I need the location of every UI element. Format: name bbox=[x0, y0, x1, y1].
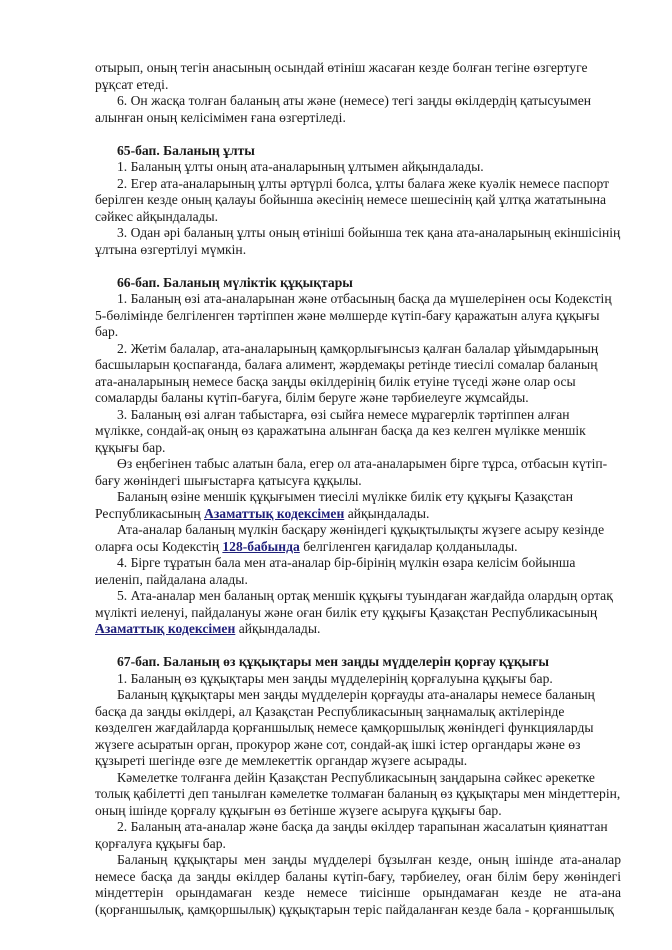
article-67-paragraph: 1. Баланың өз құқықтары мен заңды мүдделерінің қорғалуына құқығы бар. bbox=[117, 670, 553, 686]
article-66-paragraph: Өз еңбегінен табыс алатын бала, егер ол ата-аналарымен бірге тұрса, отбасын күтіп-бағу жөніндегі шығыстарға қатысуға құқылы. bbox=[95, 456, 608, 488]
paragraph-text: айқындалады. bbox=[235, 621, 321, 636]
article-66-paragraph bbox=[95, 522, 621, 555]
article-65-paragraph: 2. Егер ата-аналарының ұлты әртүрлі болса, ұлты балаға жеке куәлік немесе паспорт берілген кезде оның қалауы бойынша әкесінің немесе шешесінің қай ұлтқа жататынына сәйкес айқындалады. bbox=[95, 175, 610, 224]
article-66-paragraph: 4. Бірге тұратын бала мен ата-аналар бір-бірінің мүлкін өзара келісім бойынша иеленіп, пайдалана алады. bbox=[95, 555, 576, 587]
article-66-paragraph bbox=[95, 489, 621, 522]
civil-code-link[interactable]: Азаматтық кодексімен bbox=[95, 621, 236, 636]
article-67-paragraph: Баланың құқықтары мен заңды мүдделерін қорғауды ата-аналары немесе баланың басқа да заңды өкілдері, ал Қазақстан Республикасының заңнамалық актілерінде көзделген жағдайларда қорғаншылық немесе қамқоршылық жөніндегі функцияларды жүзеге асыратын орган, прокурор және сот, сондай-ақ ішкі істер органдары және өз құзыреті шегінде өзге де мемлекеттік органдар жүзеге асырады. bbox=[95, 687, 595, 768]
article-65-paragraph: 3. Одан әрі баланың ұлты оның өтініші бойынша тек қана ата-аналарының екіншісінің ұлтына өзгертілуі мүмкін. bbox=[95, 225, 621, 257]
article-128-link[interactable]: 128-бабында bbox=[222, 538, 300, 554]
paragraph-text: айқындалады. bbox=[344, 505, 430, 521]
article-66-paragraph: 3. Баланың өзі алған табыстарға, өзі сыйға немесе мұрагерлік тәртіппен алған мүлікке, сондай-ақ оның өз қаражатына алынған басқа да кез келген мүлікке меншік құқығы бар. bbox=[95, 406, 586, 455]
article-67-paragraph: Баланың құқықтары мен заңды мүдделері бұзылған кезде, оның ішінде ата-аналар немесе басқа да заңды өкілдер баланы күтіп-бағу, тәрбиелеу, оған білім беру жөніндегі міндеттерін орындамаған кезде немесе тиісінше орындамаған кезде не ата-ана (қорғаншылық, қамқоршылық) құқықтарын теріс пайдаланған кезде бала - қорғаншылық bbox=[95, 852, 621, 917]
paragraph-text: Ата-аналар баланың мүлкін басқару жөніндегі құқықтылықты жүзеге асыру кезінде оларға осы Кодекстің bbox=[95, 522, 605, 554]
article-67-heading: 67-бап. Баланың өз құқықтары мен заңды мүдделерін қорғау құқығы bbox=[117, 654, 550, 669]
article-66-paragraph: 2. Жетім балалар, ата-аналарының қамқорлығынсыз қалған балалар ұйымдарының басшыларын қоспағанда, балаға алимент, жәрдемақы ретінде тиесілі сомалар баланың ата-аналарының немесе басқа заңды өкілдерінің билік етуіне түседі және олар осы сомаларды баланы күтіп-бағуға, білім беруге және тәрбиелеуге жұмсайды. bbox=[95, 340, 599, 405]
paragraph-text: 5. Ата-аналар мен баланың ортақ меншік құқығы туындаған жағдайда олардың ортақ мүлікті иеленуі, пайдалануы және оған билік ету құқығы Қазақстан Республикасының bbox=[95, 588, 613, 620]
article-67-paragraph: 2. Баланың ата-аналар және басқа да заңды өкілдер тарапынан жасалатын қиянаттан қорғалуға құқығы бар. bbox=[95, 819, 608, 851]
paragraph-text: белгіленген қағидалар қолданылады. bbox=[299, 538, 518, 554]
intro-paragraph: отырып, оның тегін анасының осындай өтініш жасаған кезде болған тегіне өзгертуге рұқсат етеді. bbox=[95, 60, 588, 92]
paragraph-text: Баланың өзіне меншік құқығымен тиесілі мүлікке билік ету құқығы Қазақстан Республикасының bbox=[95, 489, 573, 521]
article-66-paragraph: 1. Баланың өзі ата-аналарынан және отбасының басқа да мүшелерінен осы Кодекстің 5-бөлімінде белгіленген тәртіппен және мөлшерде күтіп-бағу қаражатын алуға құқығы бар. bbox=[95, 291, 612, 339]
article-66-paragraph bbox=[95, 588, 621, 638]
article-65-heading: 65-бап. Баланың ұлты bbox=[117, 142, 255, 158]
document-page bbox=[95, 60, 621, 918]
article-66-heading: 66-бап. Баланың мүліктік құқықтары bbox=[117, 274, 353, 290]
civil-code-link[interactable]: Азаматтық кодексімен bbox=[204, 505, 345, 521]
article-67-paragraph: Кәмелетке толғанға дейін Қазақстан Республикасының заңдарына сәйкес әрекетке толық қабілетті деп танылған кәмелетке толмаған баланың өз құқықтары мен міндеттерін, оның ішінде қорғалу құқығын өз бетінше жүзеге асыруға құқығы бар. bbox=[95, 769, 621, 818]
intro-paragraph: 6. Он жасқа толған баланың аты және (немесе) тегі заңды өкілдердің қатысуымен алынған оның келісімімен ғана өзгертіледі. bbox=[95, 93, 592, 125]
article-65-paragraph: 1. Баланың ұлты оның ата-аналарының ұлтымен айқындалады. bbox=[117, 159, 484, 174]
